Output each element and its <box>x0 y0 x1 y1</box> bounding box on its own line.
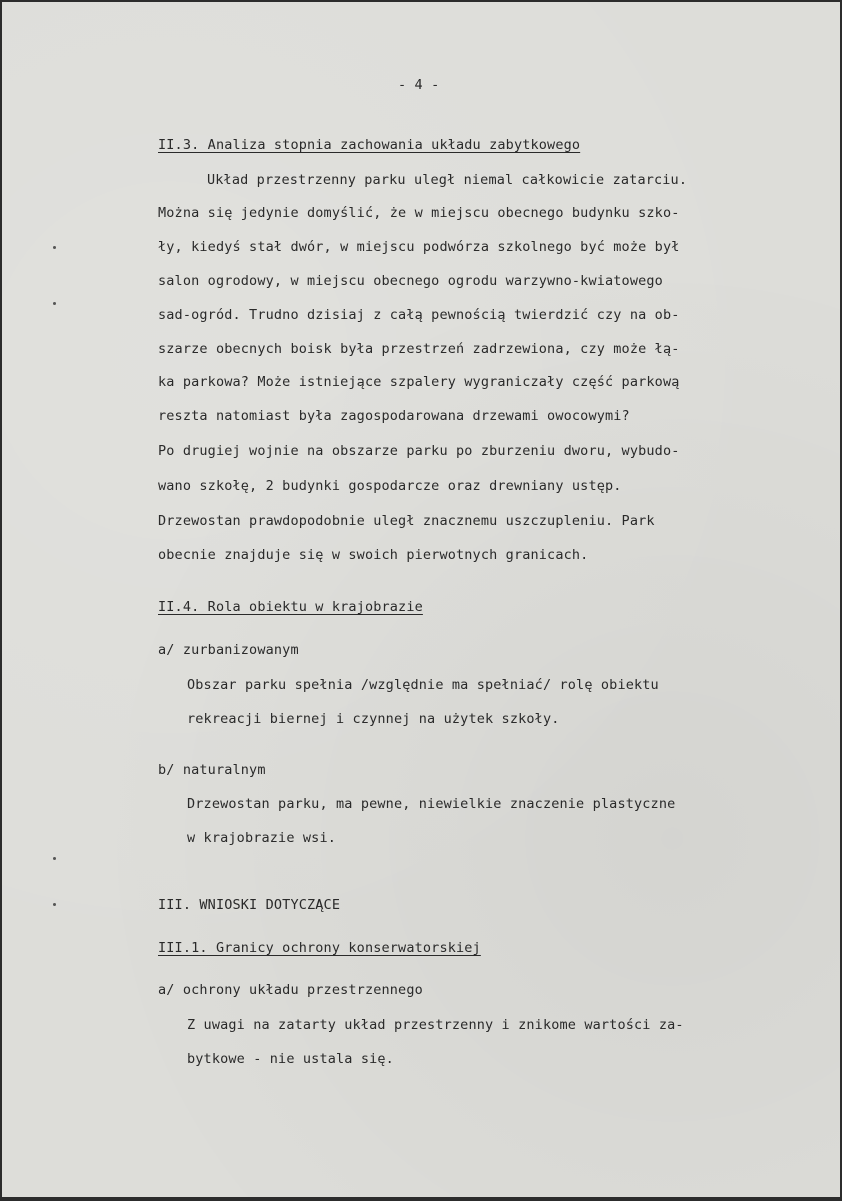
margin-dot <box>53 302 56 305</box>
body-line: ły, kiedyś stał dwór, w miejscu podwórza szkolnego być może był <box>158 239 680 255</box>
section-heading-2-3: II.3. Analiza stopnia zachowania układu zabytkowego <box>158 137 581 153</box>
body-line: ka parkowa? Może istniejące szpalery wygraniczały część parkową <box>158 374 680 390</box>
body-line: wano szkołę, 2 budynki gospodarcze oraz drewniany ustęp. <box>158 478 622 494</box>
list-item-label: a/ ochrony układu przestrzennego <box>158 982 423 998</box>
list-item-text: rekreacji biernej i czynnej na użytek szkoły. <box>187 711 560 727</box>
body-line: sad-ogród. Trudno dzisiaj z całą pewnością twierdzić czy na ob- <box>158 307 680 323</box>
list-item-text: Z uwagi na zatarty układ przestrzenny i znikome wartości za- <box>187 1017 684 1033</box>
body-line: obecnie znajduje się w swoich pierwotnych granicach. <box>158 547 589 563</box>
margin-dot <box>53 857 56 860</box>
page-number: - 4 - <box>398 77 440 93</box>
list-item-text: w krajobrazie wsi. <box>187 830 336 846</box>
body-line: Można się jedynie domyślić, że w miejscu obecnego budynku szko- <box>158 205 680 221</box>
body-line: Po drugiej wojnie na obszarze parku po zburzeniu dworu, wybudo- <box>158 443 680 459</box>
list-item-label: b/ naturalnym <box>158 762 266 778</box>
body-line: reszta natomiast była zagospodarowana drzewami owocowymi? <box>158 408 630 424</box>
section-heading-2-4: II.4. Rola obiektu w krajobrazie <box>158 599 423 615</box>
list-item-text: Obszar parku spełnia /względnie ma spełniać/ rolę obiektu <box>187 677 659 693</box>
body-line: Układ przestrzenny parku uległ niemal całkowicie zatarciu. <box>207 172 688 188</box>
margin-dot <box>53 246 56 249</box>
list-item-text: bytkowe - nie ustala się. <box>187 1051 394 1067</box>
list-item-label: a/ zurbanizowanym <box>158 642 299 658</box>
body-line: Drzewostan prawdopodobnie uległ znacznemu uszczupleniu. Park <box>158 513 655 529</box>
body-line: salon ogrodowy, w miejscu obecnego ogrodu warzywno-kwiatowego <box>158 273 663 289</box>
margin-dot <box>53 903 56 906</box>
body-line: szarze obecnych boisk była przestrzeń zadrzewiona, czy może łą- <box>158 341 680 357</box>
section-heading-3-1: III.1. Granicy ochrony konserwatorskiej <box>158 940 481 956</box>
typewritten-page <box>2 2 840 1197</box>
list-item-text: Drzewostan parku, ma pewne, niewielkie znaczenie plastyczne <box>187 796 676 812</box>
section-heading-3: III. WNIOSKI DOTYCZĄCE <box>158 897 341 913</box>
